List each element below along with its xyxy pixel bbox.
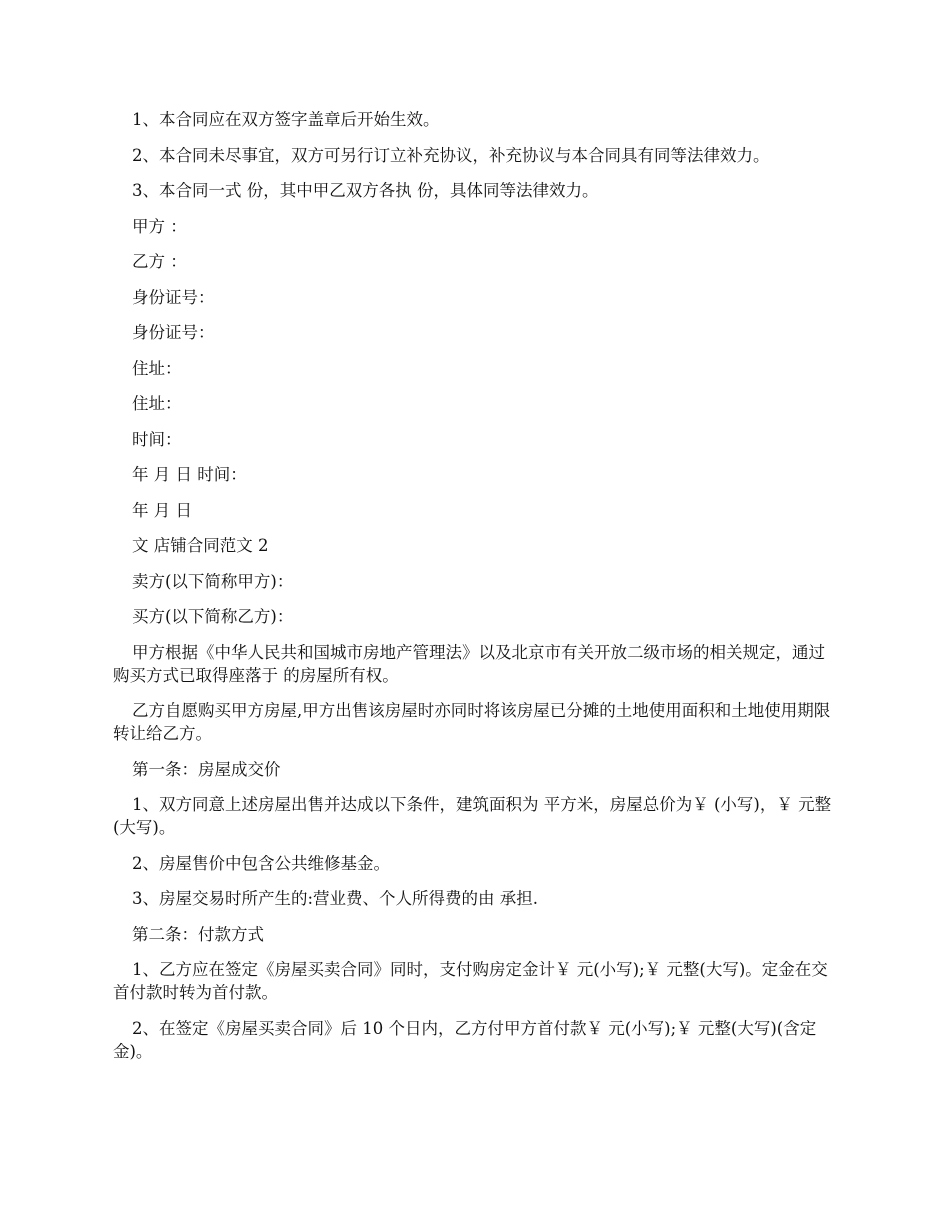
document-page — [113, 108, 839, 1075]
seller-label: 卖方(以下简称甲方)： — [132, 571, 294, 591]
date-time-label: 年 月 日 时间： — [132, 465, 247, 484]
article-1-item-1: 1、双方同意上述房屋出售并达成以下条件，建筑面积为 平方米，房屋总价为￥ (小写)，￥ 元整(大写)。 — [113, 795, 832, 837]
article-2-item-1: 1、乙方应在签定《房屋买卖合同》同时，支付购房定金计￥ 元(小写);￥ 元整(大写)。定金在交首付款时转为首付款。 — [113, 960, 828, 1002]
article-1-item-2: 2、房屋售价中包含公共维修基金。 — [132, 853, 390, 873]
article-1-heading: 第一条：房屋成交价 — [132, 759, 281, 779]
clause-effective: 1、本合同应在双方签字盖章后开始生效。 — [132, 110, 440, 129]
article-2-item-2: 2、在签定《房屋买卖合同》后 10 个日内，乙方付甲方首付款￥ 元(小写);￥ 元整(大写)(含定金)。 — [113, 1018, 817, 1061]
id-number-b-label: 身份证号： — [132, 323, 215, 342]
buyer-label: 买方(以下简称乙方)： — [132, 607, 294, 626]
address-a-label: 住址： — [132, 358, 182, 378]
party-a-label: 甲方 ： — [132, 216, 187, 236]
time-label: 时间： — [132, 429, 182, 449]
section-title: 文 店铺合同范文 2 — [132, 536, 269, 555]
party-b-label: 乙方 ： — [132, 252, 187, 271]
transfer-paragraph: 乙方自愿购买甲方房屋,甲方出售该房屋时亦同时将该房屋已分摊的土地使用面积和土地使用期限转让给乙方。 — [113, 701, 831, 743]
date-label: 年 月 日 — [132, 500, 192, 520]
id-number-a-label: 身份证号： — [132, 287, 215, 307]
clause-copies: 3、本合同一式 份，其中甲乙双方各执 份，具体同等法律效力。 — [132, 181, 599, 200]
ownership-paragraph: 甲方根据《中华人民共和国城市房地产管理法》以及北京市有关开放二级市场的相关规定，通过购买方式已取得座落于 的房屋所有权。 — [113, 642, 825, 685]
address-b-label: 住址： — [132, 394, 182, 413]
clause-supplement: 2、本合同未尽事宜，双方可另行订立补充协议，补充协议与本合同具有同等法律效力。 — [132, 145, 770, 165]
article-1-item-3: 3、房屋交易时所产生的:营业费、个人所得费的由 承担. — [132, 889, 539, 908]
article-2-heading: 第二条：付款方式 — [132, 924, 264, 944]
